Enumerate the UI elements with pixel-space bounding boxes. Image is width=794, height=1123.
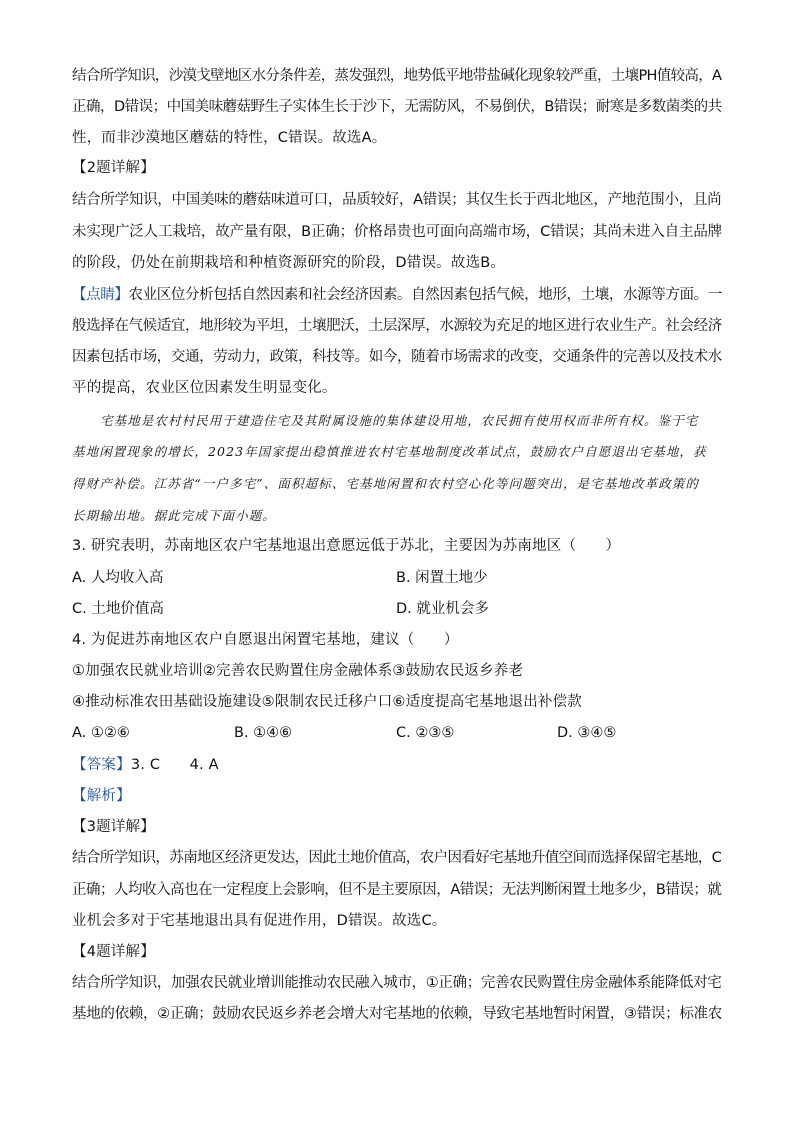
dianjing-tag: 【点睛】 [72, 287, 129, 303]
paragraph-line: 未实现广泛人工栽培，故产量有限，B正确；价格昂贵也可面向高端市场，C错误；其尚未进入自主品牌 [72, 224, 722, 240]
paragraph-line: 基地的依赖，②正确；鼓励农民返乡养老会增大对宅基地的依赖，导致宅基地暂时闲置，③错误；标准农 [72, 1006, 722, 1022]
paragraph-line: 平的提高，农业区位因素发生明显变化。 [72, 380, 337, 396]
detail-2-heading: 【2题详解】 [72, 160, 155, 176]
paragraph-line: 的阶段，仍处在前期栽培和种植资源研究的阶段，D错误。故选B。 [72, 255, 506, 271]
q4-option-c: C. ②③⑤ [396, 725, 455, 741]
q4-items-line-1: ①加强农民就业培训②完善农民购置住房金融体系③鼓励农民返乡养老 [72, 663, 524, 679]
detail-3-heading: 【3题详解】 [72, 819, 155, 835]
material-line: 基地闲置现象的增长，2023年国家提出稳慎推进农村宅基地制度改革试点，鼓励农户自愿退出宅基地，获 [72, 444, 707, 459]
answer-text: 3. C 4. A [130, 757, 219, 773]
q3-option-c: C. 土地价值高 [72, 601, 164, 617]
analysis-tag: 【解析】 [72, 788, 131, 804]
paragraph-line: 结合所学知识，沙漠戈壁地区水分条件差，蒸发强烈，地势低平地带盐碱化现象较严重，土壤PH值较高，A [72, 68, 722, 84]
question-3-stem: 3. 研究表明，苏南地区农户宅基地退出意愿远低于苏北，主要因为苏南地区（ ） [72, 538, 621, 554]
q3-option-b: B. 闲置土地少 [396, 570, 488, 586]
material-line: 宅基地是农村村民用于建造住宅及其附属设施的集体建设用地，农民拥有使用权而非所有权。鉴于宅 [100, 413, 699, 428]
q4-option-b: B. ①④⑥ [234, 725, 293, 741]
paragraph-line: 正确；人均收入高也在一定程度上会影响，但不是主要原因，A错误；无法判断闲置土地多少，B错误；就 [72, 882, 722, 898]
answer-tag: 【答案】 [72, 757, 131, 773]
paragraph-text: 农业区位分析包括自然因素和社会经济因素。自然因素包括气候，地形，土壤，水源等方面。一 [128, 287, 722, 303]
paragraph-line: 正确，D错误；中国美味蘑菇野生子实体生长于沙下，无需防风，不易倒伏，B错误；耐寒是多数菌类的共 [72, 99, 722, 115]
paragraph-line: 因素包括市场，交通，劳动力，政策，科技等。如今，随着市场需求的改变，交通条件的完善以及技术水 [72, 349, 722, 365]
paragraph-line: 性，而非沙漠地区蘑菇的特性，C错误。故选A。 [72, 130, 387, 146]
answer-line [72, 755, 219, 775]
material-line: 得财产补偿。江苏省“一户多宅”、面积超标、宅基地闲置和农村空心化等问题突出，是宅基地改革政策的 [72, 476, 699, 491]
q4-items-line-2: ④推动标准农田基础设施建设⑤限制农民迁移户口⑥适度提高宅基地退出补偿款 [72, 694, 582, 710]
material-line: 长期输出地。据此完成下面小题。 [72, 508, 277, 523]
q4-option-d: D. ③④⑤ [557, 725, 617, 741]
q3-option-a: A. 人均收入高 [72, 570, 164, 586]
detail-4-heading: 【4题详解】 [72, 944, 155, 960]
paragraph-line: 结合所学知识，苏南地区经济更发达，因此土地价值高，农户因看好宅基地升值空间而选择保留宅基地，C [72, 850, 722, 866]
paragraph-line: 般选择在气候适宜，地形较为平坦，土壤肥沃，土层深厚，水源较为充足的地区进行农业生产。社会经济 [72, 318, 722, 334]
q4-option-a: A. ①②⑥ [72, 725, 130, 741]
paragraph-line: 业机会多对于宅基地退出具有促进作用，D错误。故选C。 [72, 913, 447, 929]
question-4-stem: 4. 为促进苏南地区农户自愿退出闲置宅基地，建议（ ） [72, 632, 459, 648]
paragraph-line: 结合所学知识，加强农民就业增训能推动农民融入城市，①正确；完善农民购置住房金融体系能降低对宅 [72, 975, 722, 991]
q3-option-d: D. 就业机会多 [396, 601, 489, 617]
paragraph-line: 结合所学知识，中国美味的蘑菇味道可口，品质较好，A错误；其仅生长于西北地区，产地范围小，且尚 [72, 192, 722, 208]
dianjing-paragraph [72, 285, 722, 305]
